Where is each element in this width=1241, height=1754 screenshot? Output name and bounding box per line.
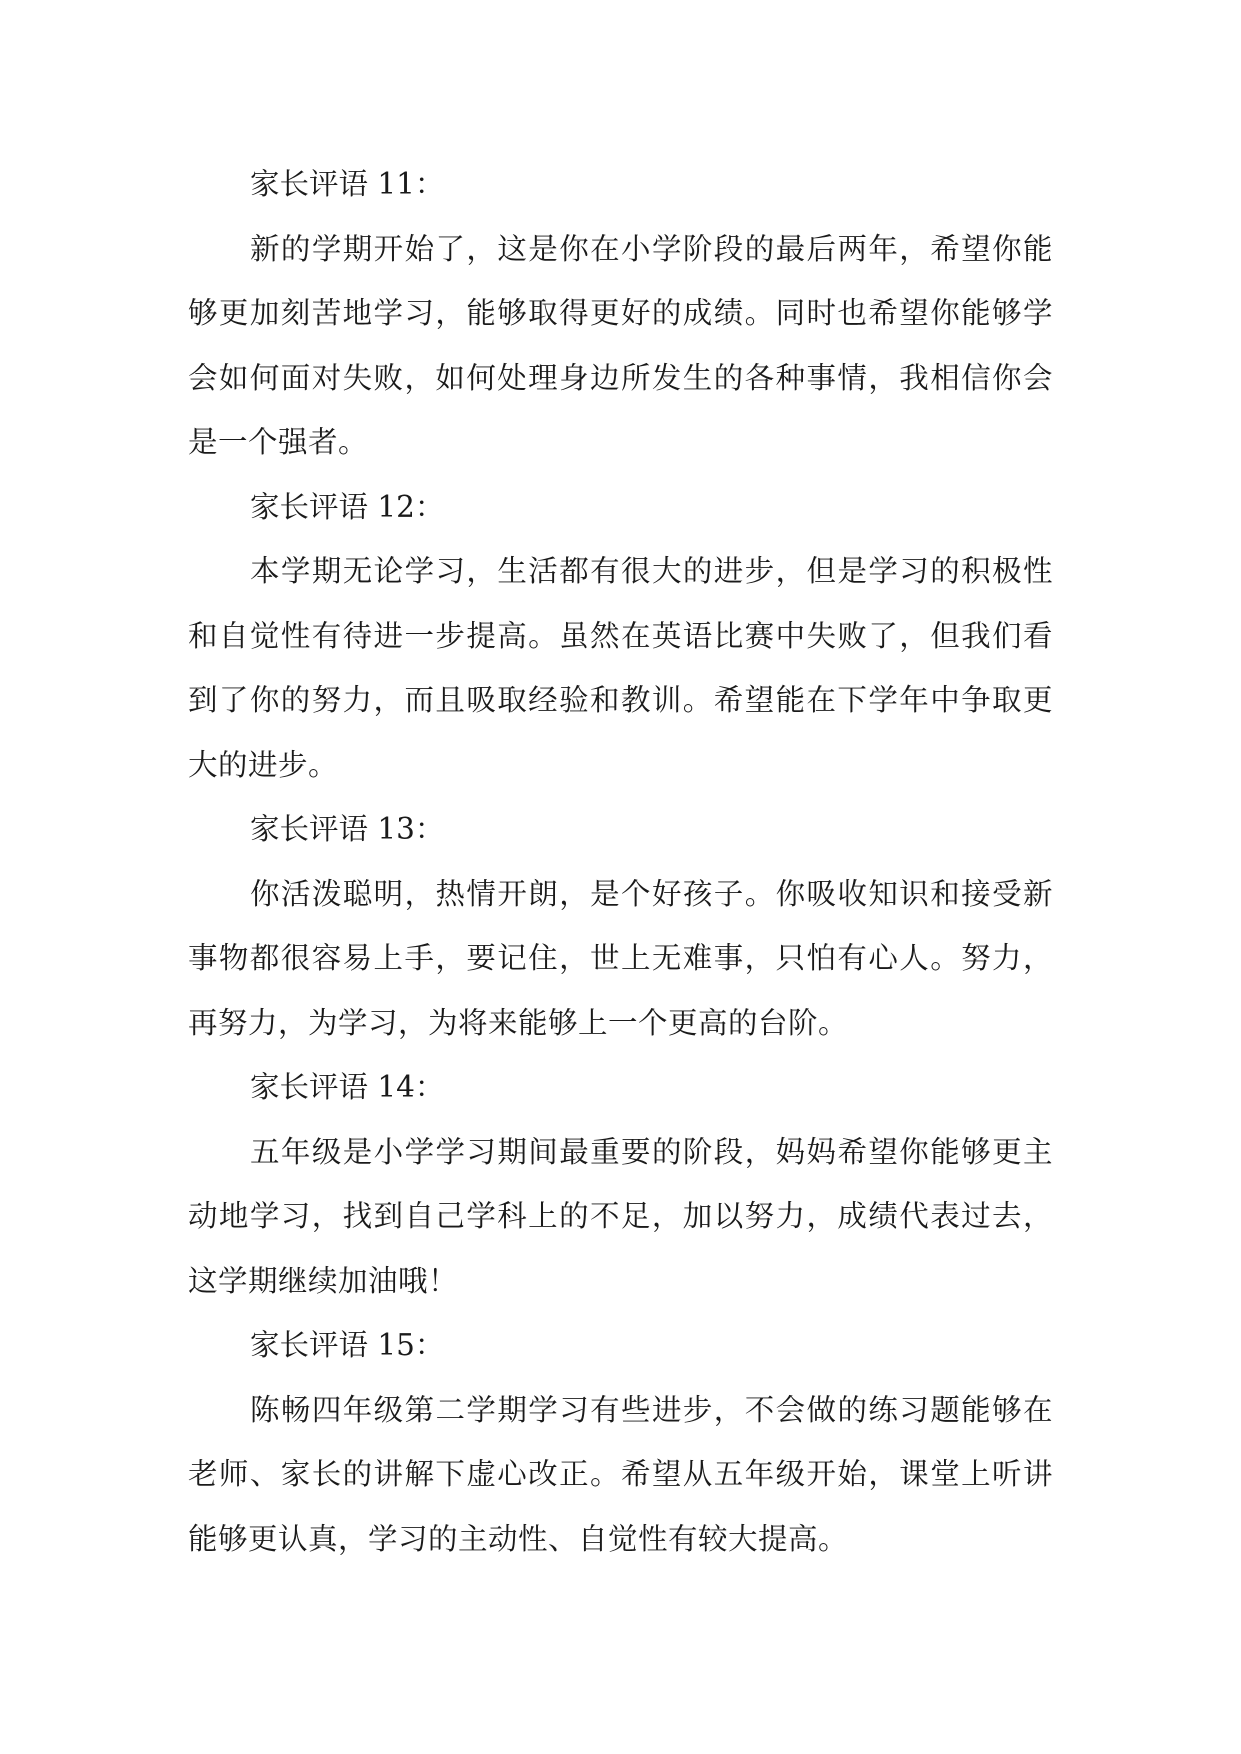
section-heading-14: 家长评语 14： bbox=[250, 1070, 445, 1104]
document-page bbox=[188, 152, 1053, 1571]
section-body-15: 陈畅四年级第二学期学习有些进步，不会做的练习题能够在老师、家长的讲解下虚心改正。希望从五年级开始，课堂上听讲能够更认真，学习的主动性、自觉性有较大提高。 bbox=[188, 1392, 1053, 1556]
section-heading-13: 家长评语 13： bbox=[250, 812, 445, 846]
section-body-12: 本学期无论学习，生活都有很大的进步，但是学习的积极性和自觉性有待进一步提高。虽然在英语比赛中失败了，但我们看到了你的努力，而且吸取经验和教训。希望能在下学年中争取更大的进步。 bbox=[188, 554, 1053, 782]
section-heading-12: 家长评语 12： bbox=[250, 489, 445, 524]
section-body-14: 五年级是小学学习期间最重要的阶段，妈妈希望你能够更主动地学习，找到自己学科上的不足，加以努力，成绩代表过去，这学期继续加油哦！ bbox=[188, 1134, 1053, 1298]
section-body-11: 新的学期开始了，这是你在小学阶段的最后两年，希望你能够更加刻苦地学习，能够取得更好的成绩。同时也希望你能够学会如何面对失败，如何处理身边所发生的各种事情，我相信你会是一个强者。 bbox=[188, 231, 1053, 459]
section-heading-11: 家长评语 11： bbox=[250, 167, 445, 201]
section-heading-15: 家长评语 15： bbox=[250, 1328, 445, 1362]
section-body-13: 你活泼聪明，热情开朗，是个好孩子。你吸收知识和接受新事物都很容易上手，要记住，世上无难事，只怕有心人。努力，再努力，为学习，为将来能够上一个更高的台阶。 bbox=[188, 876, 1053, 1040]
